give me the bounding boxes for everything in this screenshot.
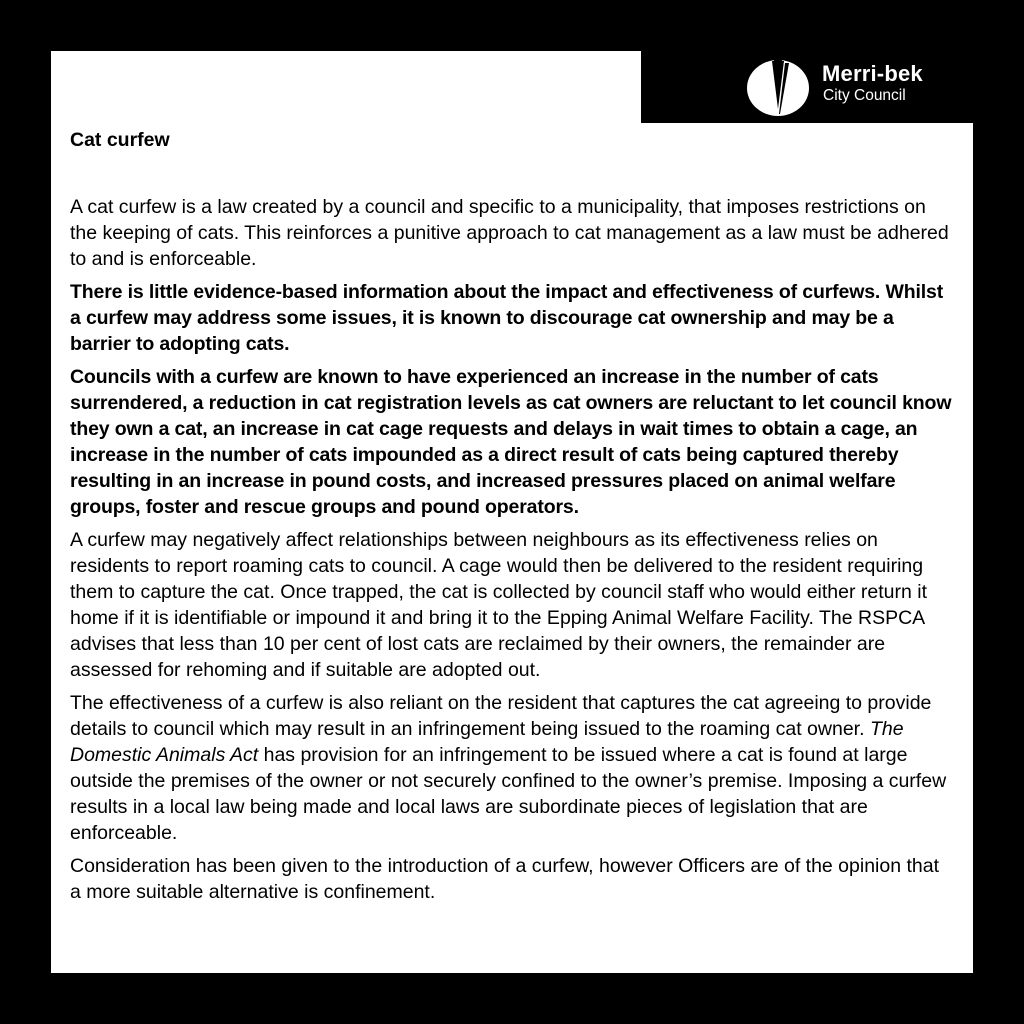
paragraph-neighbours: A curfew may negatively affect relationships between neighbours as its effectiveness relies on residents to report roaming cats to council. A cage would then be delivered to the resident requiring them to capture the cat. Once trapped, the cat is collected by council staff who would either return it home if it is identifiable or impound it and bring it to the Epping Animal Welfare Facility. The RSPCA advises that less than 10 per cent of lost cats are reclaimed by their owners, the remainder are assessed for rehoming and if suitable are adopted out. bbox=[70, 529, 928, 681]
merri-bek-logo-icon bbox=[745, 59, 811, 117]
paragraph-effectiveness-text-a: The effectiveness of a curfew is also reliant on the resident that captures the cat agreeing to provide details to council which may result in an infringement being issued to the roaming cat owner. bbox=[70, 692, 932, 740]
council-logo bbox=[641, 51, 973, 123]
paragraph-evidence: There is little evidence-based information about the impact and effectiveness of curfews. Whilst a curfew may address some issues, it is known to discourage cat ownership and may be a barrier to adopting cats. bbox=[70, 281, 944, 355]
document-content bbox=[70, 127, 954, 912]
logo-subtitle: City Council bbox=[823, 87, 906, 104]
logo-wordmark bbox=[822, 61, 923, 105]
act-name: The Domestic Animals Act bbox=[70, 718, 904, 766]
paragraph-definition: A cat curfew is a law created by a council and specific to a municipality, that imposes restrictions on the keeping of cats. This reinforces a punitive approach to cat management as a law must be adhered to and is enforceable. bbox=[70, 196, 949, 270]
paragraph-effectiveness-text-b: has provision for an infringement to be issued where a cat is found at large outside the premises of the owner or not securely confined to the owner’s premise. Imposing a curfew results in a local law being made and local laws are subordinate pieces of legislation that are enforceable. bbox=[70, 744, 947, 844]
document-page bbox=[51, 51, 973, 973]
logo-name: Merri-bek bbox=[822, 61, 923, 86]
paragraph-effectiveness bbox=[70, 690, 954, 846]
page-title: Cat curfew bbox=[70, 129, 170, 151]
paragraph-council-impacts: Councils with a curfew are known to have experienced an increase in the number of cats surrendered, a reduction in cat registration levels as cat owners are reluctant to let council know they own a cat, an increase in cat cage requests and delays in wait times to obtain a cage, an increase in the number of cats impounded as a direct result of cats being captured thereby resulting in an increase in pound costs, and increased pressures placed on animal welfare groups, foster and rescue groups and pound operators. bbox=[70, 366, 952, 518]
paragraph-consideration: Consideration has been given to the introduction of a curfew, however Officers are of the opinion that a more suitable alternative is confinement. bbox=[70, 855, 940, 903]
